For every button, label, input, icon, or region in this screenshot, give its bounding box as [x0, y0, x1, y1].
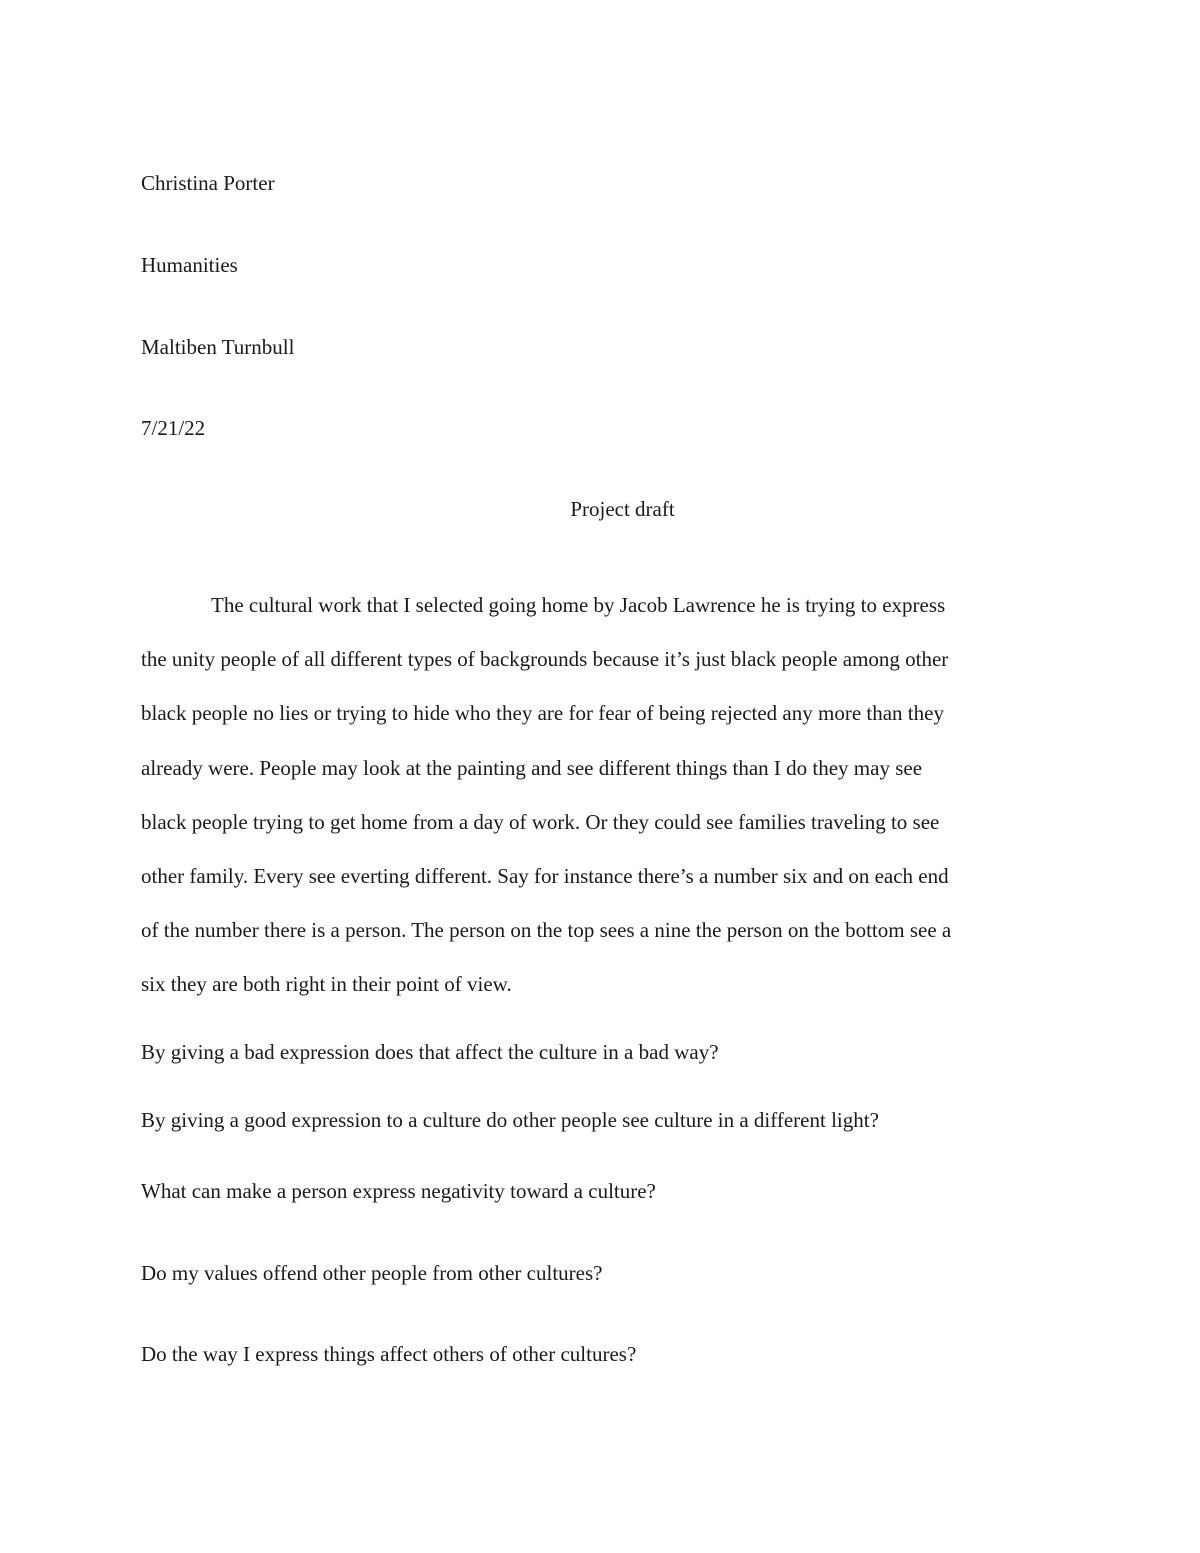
body-paragraph — [141, 578, 1061, 1012]
question-5: Do the way I express things affect others of other cultures? — [141, 1342, 637, 1366]
document-date: 7/21/22 — [141, 416, 206, 440]
question-3: What can make a person express negativity toward a culture? — [141, 1179, 656, 1203]
question-1: By giving a bad expression does that affect the culture in a bad way? — [141, 1040, 719, 1064]
paragraph-line: other family. Every see everting different. Say for instance there’s a number six and on each end — [141, 864, 949, 889]
author-name: Christina Porter — [141, 171, 275, 195]
paragraph-line: of the number there is a person. The person on the top sees a nine the person on the bottom see a — [141, 918, 952, 943]
paragraph-line: black people trying to get home from a day of work. Or they could see families traveling to see — [141, 809, 940, 834]
question-4: Do my values offend other people from other cultures? — [141, 1261, 603, 1285]
course-name: Humanities — [141, 253, 238, 277]
paragraph-line: the unity people of all different types of backgrounds because it’s just black people among other — [141, 647, 949, 672]
paragraph-line: black people no lies or trying to hide who they are for fear of being rejected any more than they — [141, 701, 944, 726]
question-2: By giving a good expression to a culture do other people see culture in a different light? — [141, 1108, 879, 1132]
paragraph-line: already were. People may look at the painting and see different things than I do they may see — [141, 755, 923, 780]
instructor-name: Maltiben Turnbull — [141, 335, 295, 359]
paragraph-line: six they are both right in their point of view. — [141, 972, 512, 997]
document-title: Project draft — [570, 497, 675, 521]
paragraph-line: The cultural work that I selected going home by Jacob Lawrence he is trying to express — [211, 593, 946, 617]
